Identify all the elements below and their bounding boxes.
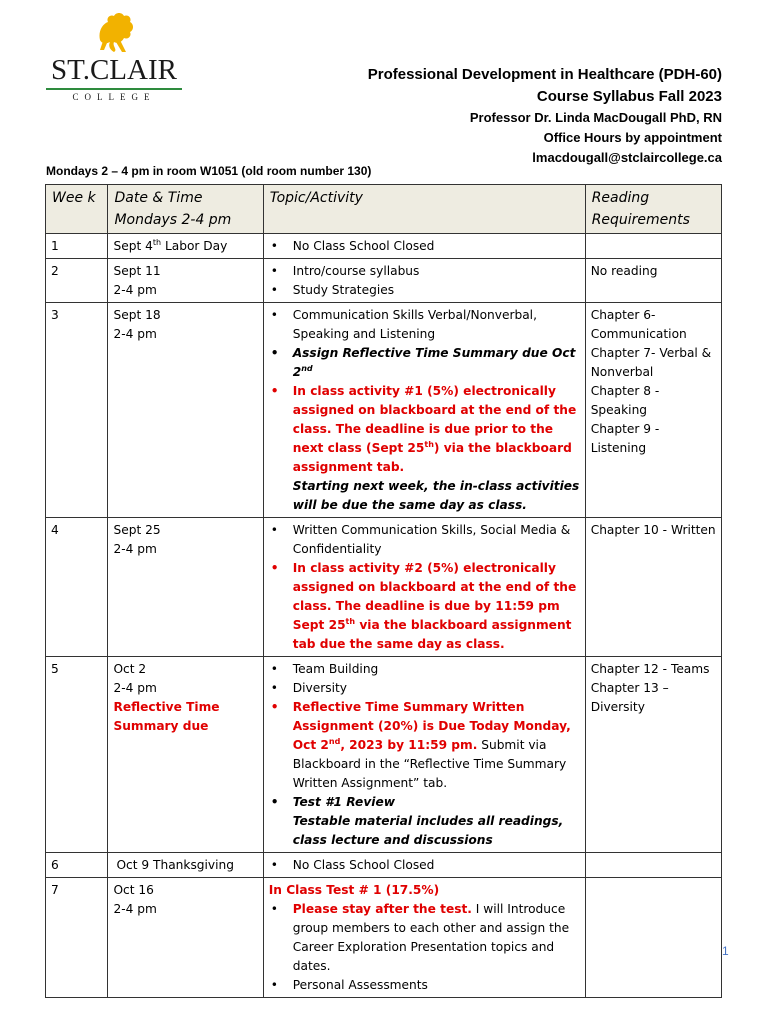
week-cell: 4 — [46, 518, 108, 657]
room-line: Mondays 2 – 4 pm in room W1051 (old room number 130) — [46, 164, 372, 178]
topic-cell — [263, 853, 585, 878]
week-cell: 1 — [46, 234, 108, 259]
topic-cell — [263, 657, 585, 853]
week-cell: 5 — [46, 657, 108, 853]
list-item: • Please stay after the test. I will Introduce group members to each other and assign the Career Exploration Presentation topics and dates. — [269, 900, 580, 976]
syllabus-title: Course Syllabus Fall 2023 — [536, 88, 722, 105]
list-item: • Intro/course syllabus — [269, 262, 580, 281]
table-row — [46, 657, 722, 853]
list-item: • In class activity #1 (5%) electronically assigned on blackboard at the end of the class. The deadline is due prior to the next class (Sept 25th) via the blackboard assignment tab. Starting next week, the in-class activities will be due the same day as class. — [269, 382, 580, 515]
professor-line: Professor Dr. Linda MacDougall PhD, RN — [469, 110, 722, 125]
course-header — [368, 64, 722, 168]
date-cell: Oct 16 2-4 pm — [108, 878, 263, 998]
table-row — [46, 853, 722, 878]
logo-rule — [46, 88, 182, 90]
table-row — [46, 259, 722, 303]
table-row — [46, 878, 722, 998]
reading-cell: No reading — [585, 259, 721, 303]
list-item: • No Class School Closed — [269, 237, 580, 256]
syllabus-table — [45, 184, 722, 998]
table-row — [46, 234, 722, 259]
date-cell: Sept 11 2-4 pm — [108, 259, 263, 303]
topic-cell — [263, 303, 585, 518]
reading-cell — [585, 234, 721, 259]
col-reading: Reading Requirements — [585, 185, 721, 234]
email-line: lmacdougall@stclaircollege.ca — [532, 150, 722, 165]
list-item: • No Class School Closed — [269, 856, 580, 875]
course-title: Professional Development in Healthcare (PDH-60) — [367, 66, 722, 83]
topic-cell — [263, 234, 585, 259]
date-cell: Oct 9 Thanksgiving — [108, 853, 263, 878]
list-item: • Reflective Time Summary Written Assignment (20%) is Due Today Monday, Oct 2nd, 2023 by 11:59 pm. Submit via Blackboard in the “Reflective Time Summary Written Assignment” tab. — [269, 698, 580, 793]
week-cell: 7 — [46, 878, 108, 998]
list-item: • In class activity #2 (5%) electronically assigned on blackboard at the end of the class. The deadline is due by 11:59 pm Sept 25th via the blackboard assignment tab due the same day as class. — [269, 559, 580, 654]
col-topic: Topic/Activity — [263, 185, 585, 234]
week-cell: 3 — [46, 303, 108, 518]
date-cell: Sept 18 2-4 pm — [108, 303, 263, 518]
date-cell: Sept 4th Labor Day — [108, 234, 263, 259]
table-row — [46, 303, 722, 518]
date-cell: Sept 25 2-4 pm — [108, 518, 263, 657]
topic-cell — [263, 259, 585, 303]
col-week: Wee k — [46, 185, 108, 234]
list-item: • Personal Assessments — [269, 976, 580, 995]
topic-cell — [263, 518, 585, 657]
list-item: • Written Communication Skills, Social Media & Confidentiality — [269, 521, 580, 559]
reading-cell: Chapter 10 - Written — [585, 518, 721, 657]
list-item: • Diversity — [269, 679, 580, 698]
reading-cell: Chapter 12 - Teams Chapter 13 – Diversity — [585, 657, 721, 853]
date-cell: Oct 2 2-4 pm Reflective Time Summary due — [108, 657, 263, 853]
college-logo — [44, 8, 184, 102]
reading-cell — [585, 853, 721, 878]
reading-cell: Chapter 6- Communication Chapter 7- Verbal & Nonverbal Chapter 8 - Speaking Chapter 9 - Listening — [585, 303, 721, 518]
test-heading: In Class Test # 1 (17.5%) — [268, 883, 440, 897]
list-item: • Study Strategies — [269, 281, 580, 300]
office-hours-line: Office Hours by appointment — [543, 130, 722, 145]
week-cell: 6 — [46, 853, 108, 878]
reading-cell — [585, 878, 721, 998]
week-cell: 2 — [46, 259, 108, 303]
col-date: Date & Time Mondays 2-4 pm — [108, 185, 263, 234]
topic-cell — [263, 878, 585, 998]
griffin-crest-icon — [92, 10, 136, 54]
logo-name: ST.CLAIR — [51, 54, 177, 86]
list-item: • Team Building — [269, 660, 580, 679]
list-item: • Assign Reflective Time Summary due Oct 2nd — [269, 344, 580, 382]
logo-subtitle: COLLEGE — [72, 92, 156, 102]
page-number: 1 — [722, 944, 729, 958]
table-row — [46, 518, 722, 657]
list-item: • Test #1 Review Testable material includes all readings, class lecture and discussions — [269, 793, 580, 850]
table-header-row — [46, 185, 722, 234]
list-item: • Communication Skills Verbal/Nonverbal, Speaking and Listening — [269, 306, 580, 344]
